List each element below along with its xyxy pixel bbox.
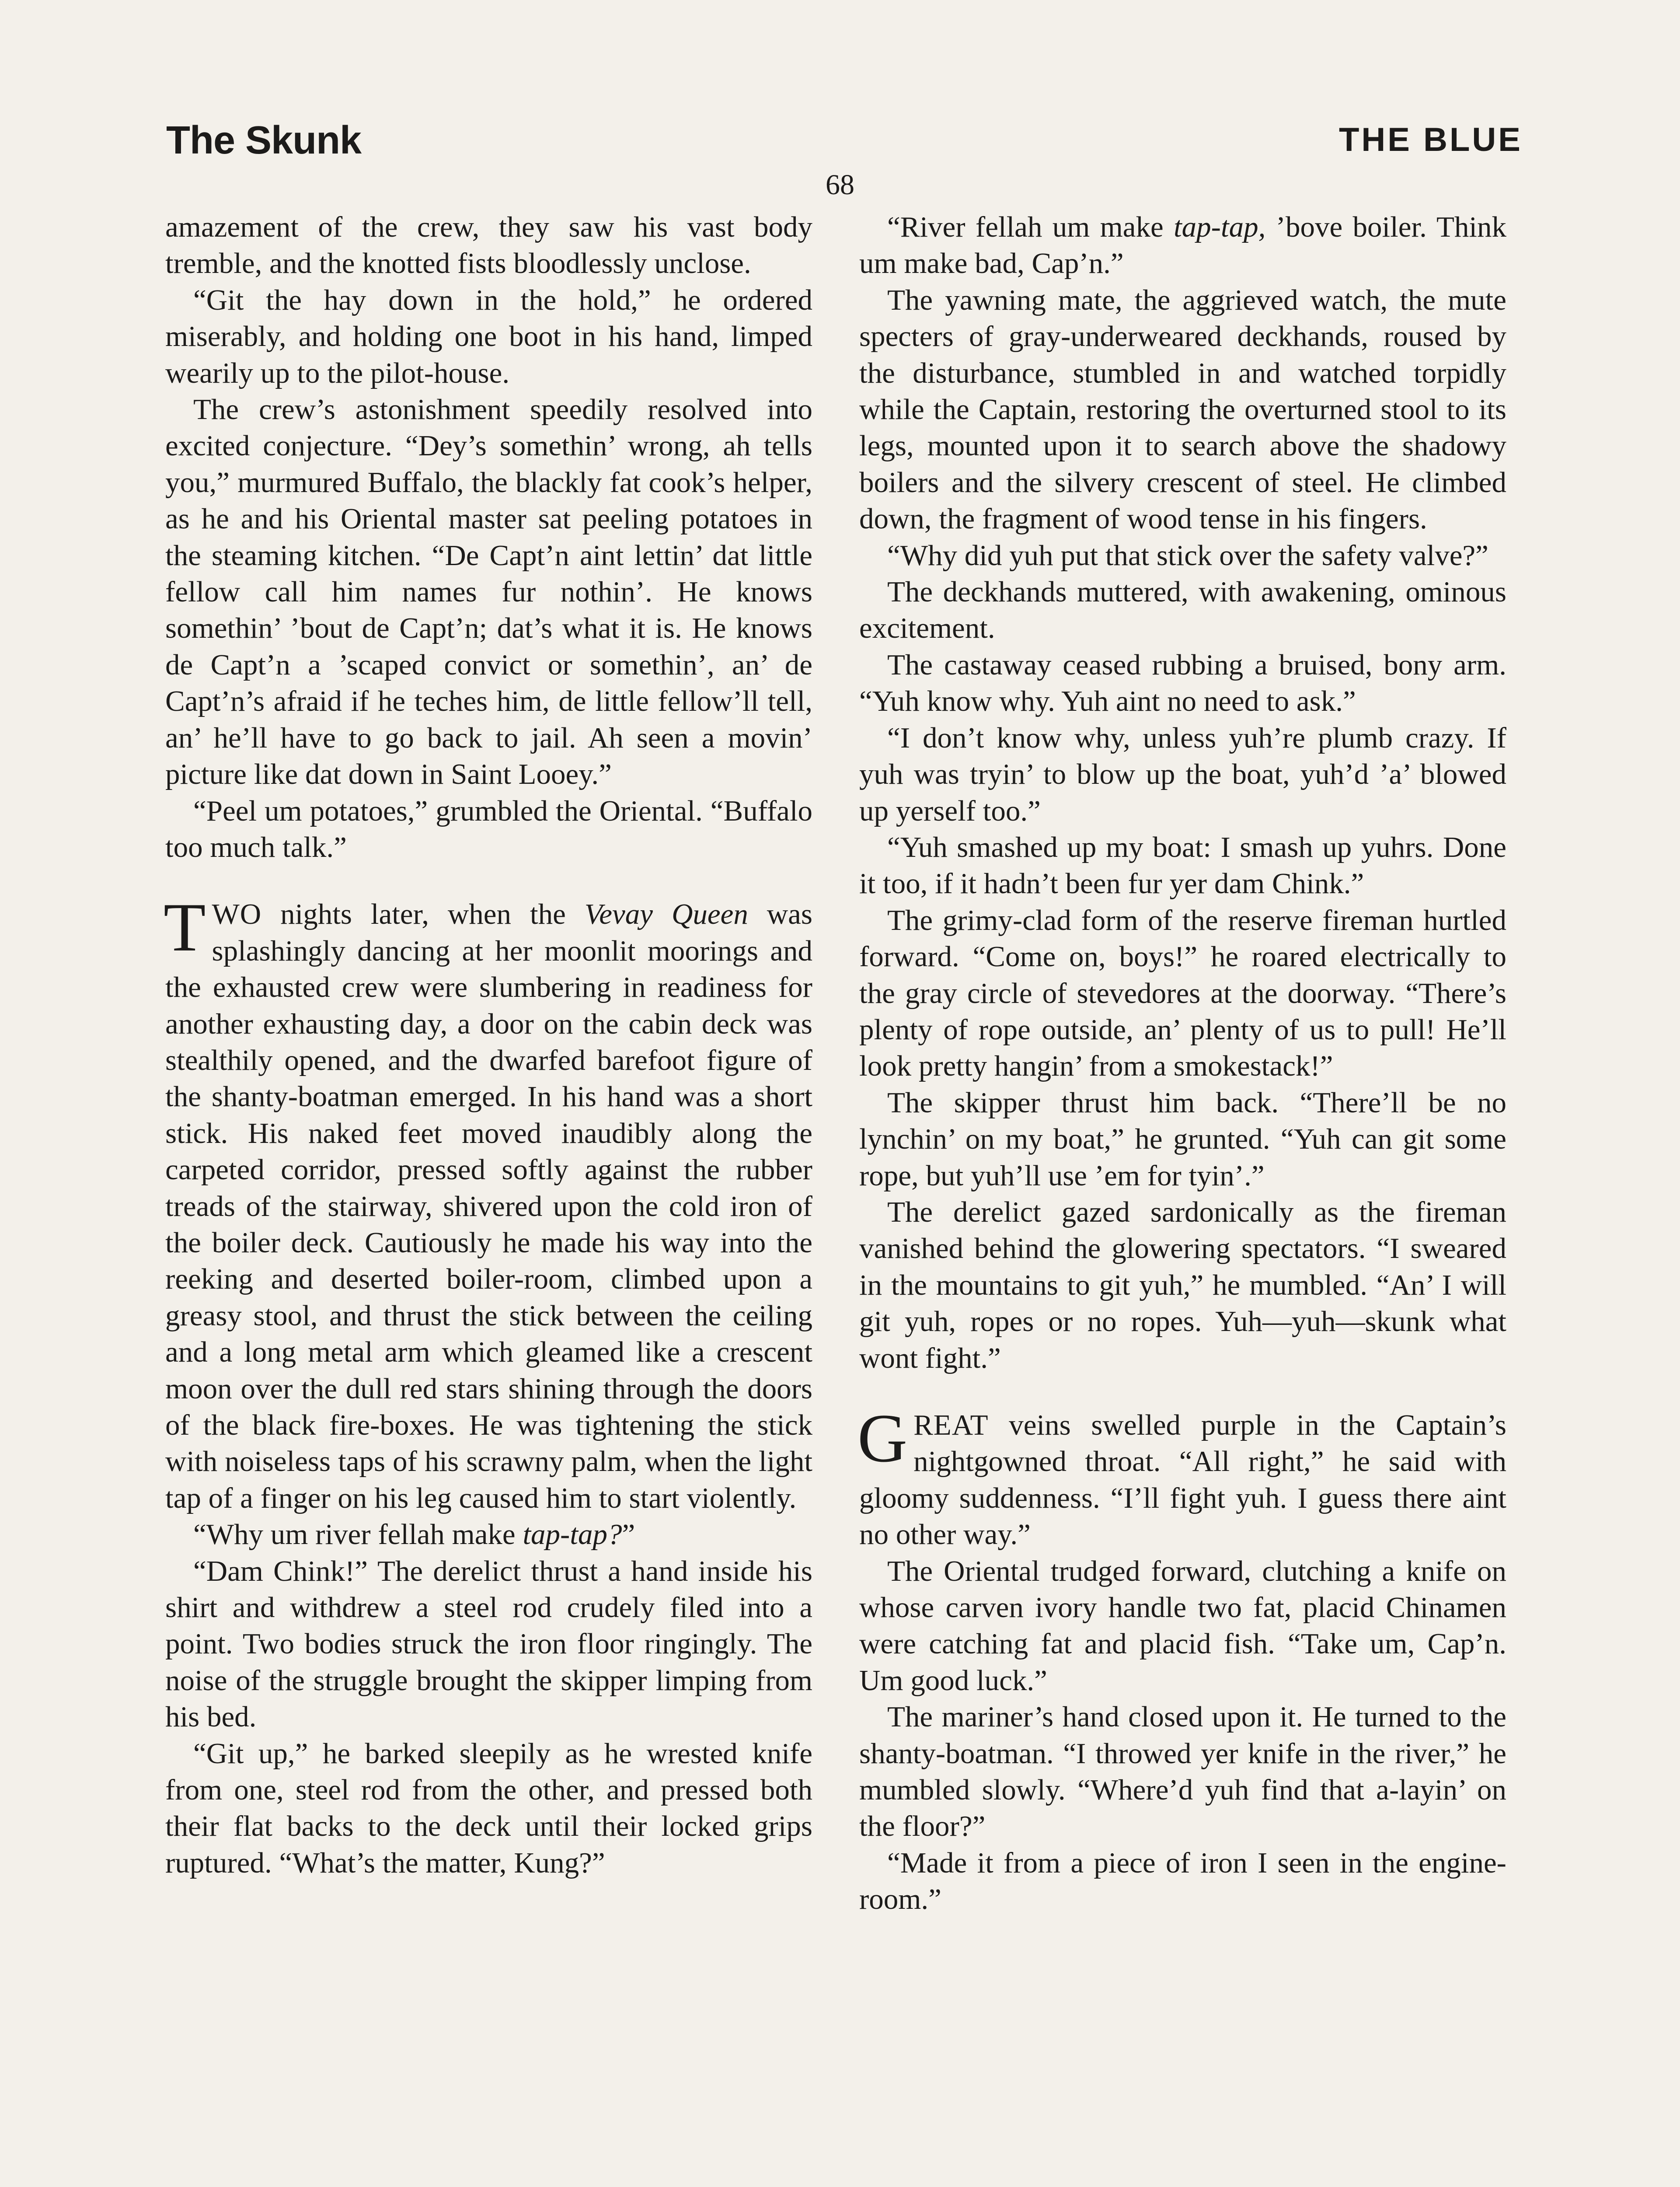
paragraph	[859, 209, 1506, 282]
text-run: ’bove boiler. Think um make bad, Cap’n.”	[859, 211, 1507, 280]
paragraph: The yawning mate, the aggrieved watch, the mute specters of gray-underweared deckhands, roused by the disturbance, stumbled in and watched torpidly while the Captain, restoring the overturned stool to its legs, mounted upon it to search above the shadowy boilers and the silvery crescent of steel. He climbed down, the fragment of wood tense in his fingers.	[859, 283, 1506, 535]
italic-text: tap-tap?	[523, 1518, 622, 1551]
story-title: The Skunk	[166, 119, 362, 162]
right-column	[859, 209, 1506, 1918]
paragraph: “I don’t know why, unless yuh’re plumb crazy. If yuh was tryin’ to blow up the boat, yuh’d ’a’ blowed up yerself too.”	[859, 721, 1506, 827]
paragraph: The grimy-clad form of the reserve fireman hurtled forward. “Come on, boys!” he roared electrically to the gray circle of stevedores at the doorway. “There’s plenty of rope outside, an’ plenty of us to pull! He’ll look pretty hangin’ from a smokestack!”	[859, 904, 1506, 1083]
text-run: “River fellah um make	[887, 211, 1174, 243]
small-caps-lead: WO	[212, 898, 262, 931]
section-opening-paragraph	[857, 1400, 1506, 1553]
page-number: 68	[826, 169, 854, 201]
paragraph: The skipper thrust him back. “There’ll be no lynchin’ on my boat,” he grunted. “Yuh can git some rope, but yuh’ll use ’em for tyin’.”	[859, 1086, 1506, 1192]
text-run: veins swelled purple in the Captain’s nightgowned throat. “All right,” he said with gloomy suddenness. “I’ll fight yuh. I guess there aint no other way.”	[859, 1409, 1506, 1551]
drop-cap: G	[857, 1400, 908, 1477]
section-opening-paragraph	[164, 889, 812, 1516]
magazine-title: THE BLUE	[1339, 121, 1523, 158]
paragraph: The deckhands muttered, with awakening, ominous excitement.	[859, 576, 1506, 645]
paragraph	[165, 1516, 812, 1553]
paragraph: “Git up,” he barked sleepily as he wrested knife from one, steel rod from the other, and pressed both their flat backs to the deck until their locked grips ruptured. “What’s the matter, Kung?”	[165, 1737, 812, 1879]
italic-text: tap-tap,	[1174, 211, 1266, 243]
paragraph: The mariner’s hand closed upon it. He turned to the shanty-boatman. “I throwed yer knife in the river,” he mumbled slowly. “Where’d yuh find that a-layin’ on the floor?”	[859, 1701, 1506, 1843]
text-run: ”	[622, 1518, 635, 1551]
left-column	[165, 209, 812, 1881]
drop-cap: T	[164, 889, 206, 966]
text-run: “Why um river fellah make	[193, 1518, 523, 1551]
paragraph: “Git the hay down in the hold,” he ordered miserably, and holding one boot in his hand, limped wearily up to the pilot-house.	[165, 283, 812, 389]
paragraph: “Why did yuh put that stick over the safety valve?”	[887, 539, 1488, 572]
boat-name: Vevay Queen	[584, 898, 748, 931]
running-head	[166, 118, 1523, 171]
text-run: was splashingly dancing at her moonlit moorings and the exhausted crew were slumbering in readiness for another exhausting day, a door on the cabin deck was stealthily opened, and the dwarfed barefoot figure of the shanty-boatman emerged. In his hand was a short stick. His naked feet moved inaudibly along the carpeted corridor, pressed softly against the rubber treads of the stairway, shivered upon the cold iron of the boiler deck. Cautiously he made his way into the reeking and deserted boiler-room, climbed upon a greasy stool, and thrust the stick between the ceiling and a long metal arm which gleamed like a crescent moon over the dull red stars shining through the doors of the black fire-boxes. He was tightening the stick with noiseless taps of his scrawny palm, when the light tap of a finger on his leg caused him to start violently.	[165, 898, 812, 1514]
paragraph: “Made it from a piece of iron I seen in the engine-room.”	[859, 1846, 1506, 1916]
paragraph: “Dam Chink!” The derelict thrust a hand inside his shirt and withdrew a steel rod crudely filed into a point. Two bodies struck the iron floor ringingly. The noise of the struggle brought the skipper limping from his bed.	[165, 1555, 812, 1733]
paragraph: “Yuh smashed up my boat: I smash up yuhrs. Done it too, if it hadn’t been fur yer dam Chink.”	[859, 831, 1506, 900]
paragraph: The castaway ceased rubbing a bruised, bony arm. “Yuh know why. Yuh aint no need to ask.”	[859, 648, 1506, 718]
text-run: nights later, when the	[261, 898, 585, 931]
small-caps-lead: REAT	[913, 1409, 989, 1441]
paragraph: “Peel um potatoes,” grumbled the Oriental. “Buffalo too much talk.”	[165, 794, 812, 863]
paragraph: amazement of the crew, they saw his vast body tremble, and the knotted fists bloodlessly unclose.	[165, 211, 812, 280]
paragraph: The derelict gazed sardonically as the fireman vanished behind the glowering spectators. “I sweared in the mountains to git yuh,” he mumbled. “An’ I will git yuh, ropes or no ropes. Yuh—yuh—skunk what wont fight.”	[859, 1195, 1506, 1374]
paragraph: The crew’s astonishment speedily resolved into excited conjecture. “Dey’s somethin’ wrong, ah tells you,” murmured Buffalo, the blackly fat cook’s helper, as he and his Oriental master sat peeling potatoes in the steaming kitchen. “De Capt’n aint lettin’ dat little fellow call him names fur nothin’. He knows somethin’ ’bout de Capt’n; dat’s what it is. He knows de Capt’n a ’scaped convict or somethin’, an’ de Capt’n’s afraid if he teches him, de little fellow’ll tell, an’ he’ll have to go back to jail. Ah seen a movin’ picture like dat down in Saint Looey.”	[165, 393, 812, 791]
paragraph: The Oriental trudged forward, clutching a knife on whose carven ivory handle two fat, placid Chinamen were catching fat and placid fish. “Take um, Cap’n. Um good luck.”	[859, 1555, 1506, 1697]
